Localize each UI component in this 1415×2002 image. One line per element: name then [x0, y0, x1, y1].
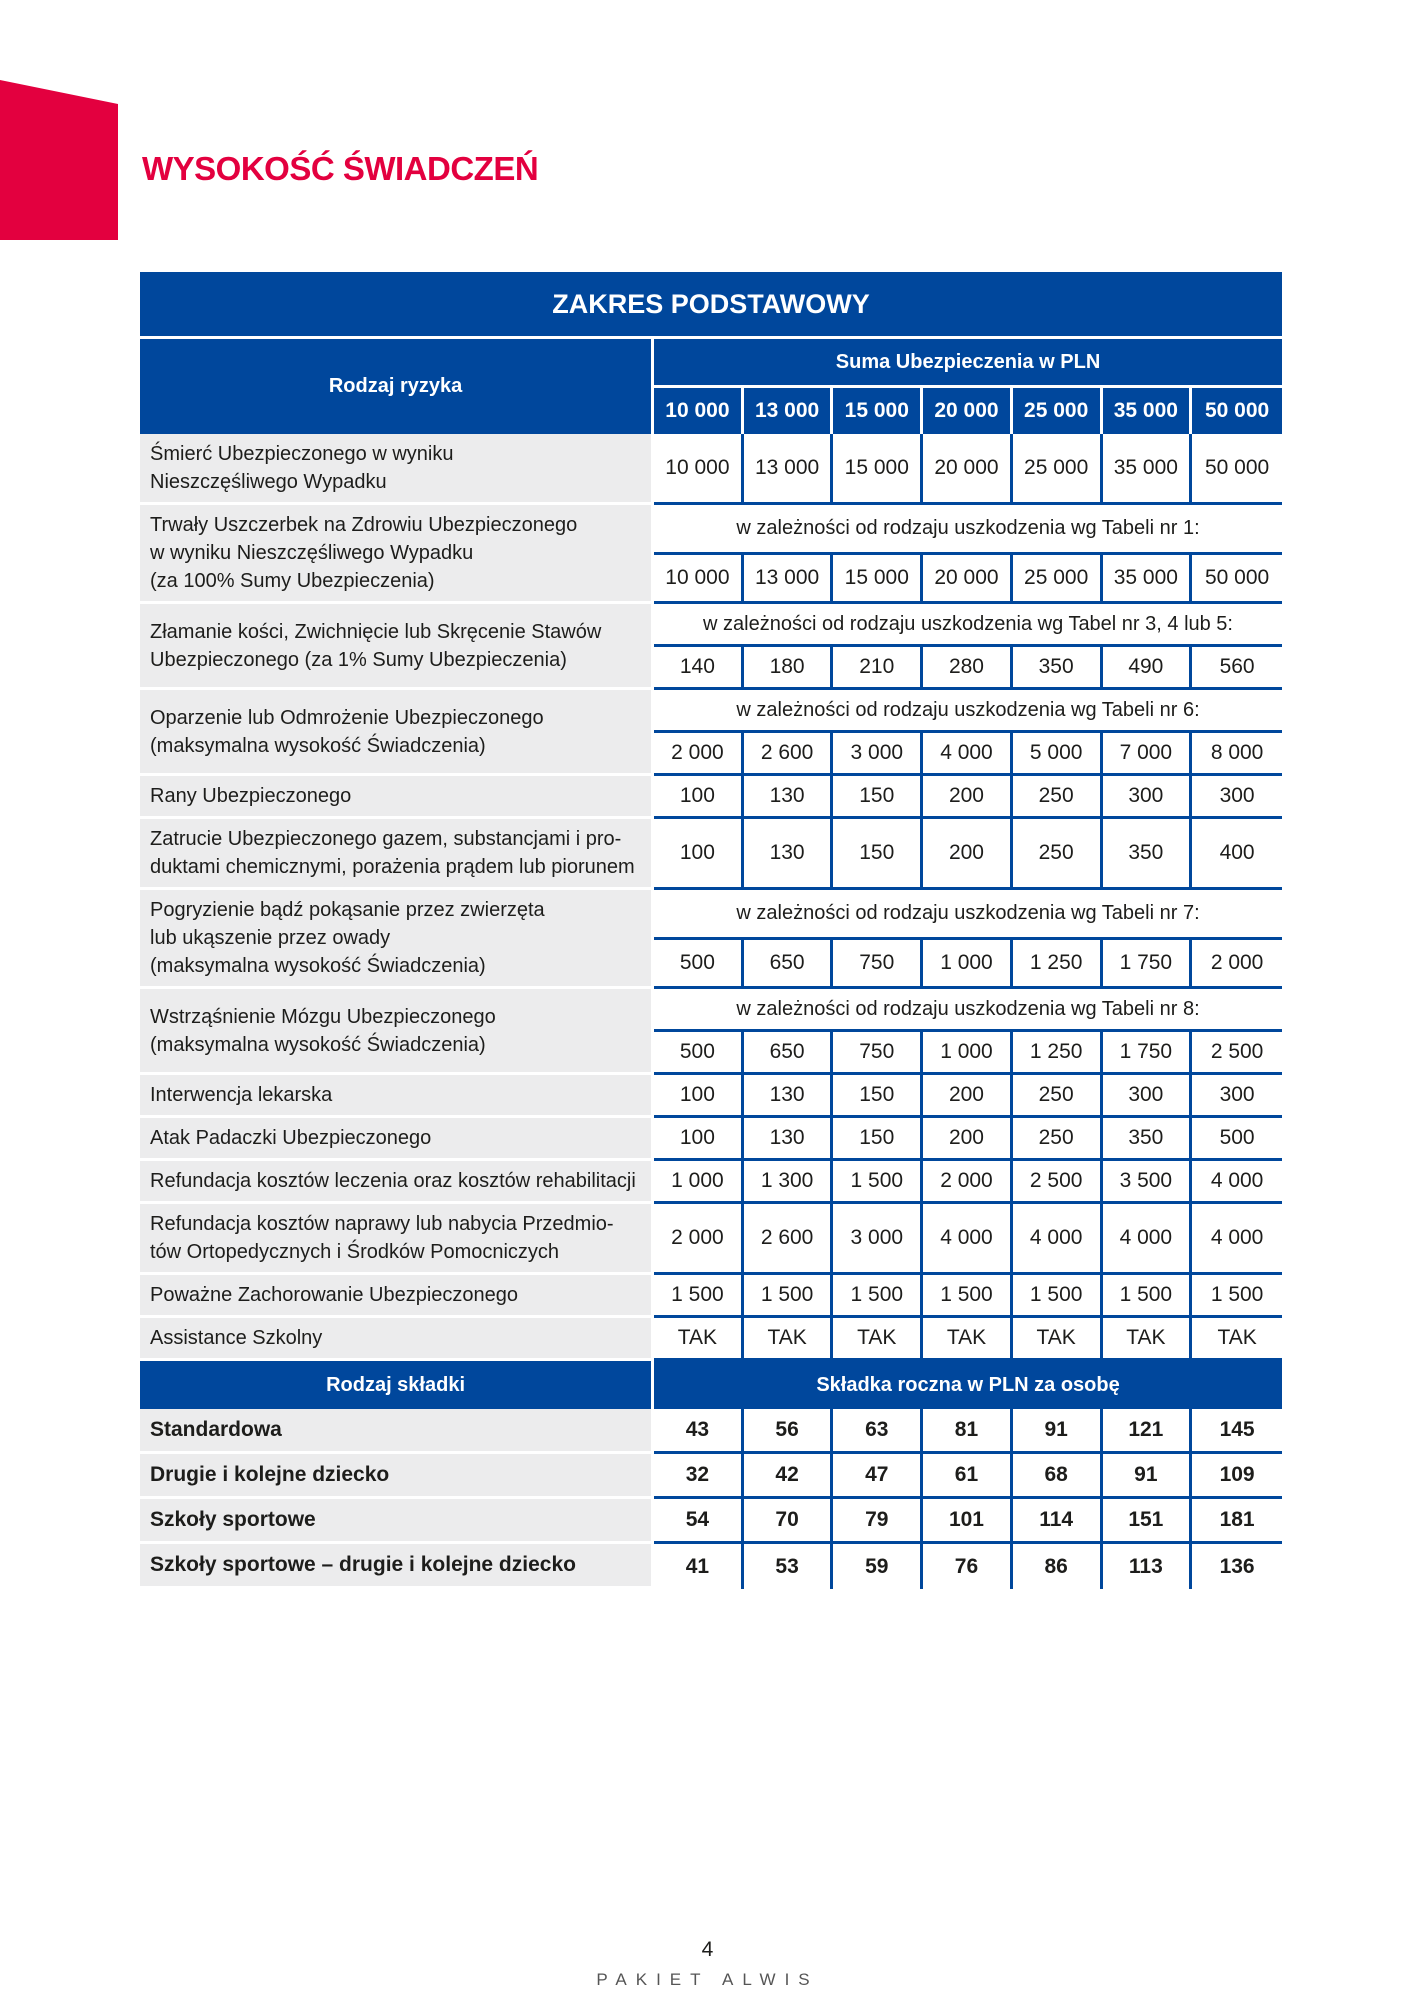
premium-value: 151 [1103, 1499, 1193, 1544]
benefit-value: 35 000 [1103, 434, 1193, 505]
benefit-value: 130 [744, 776, 834, 819]
benefit-value: 35 000 [1103, 555, 1193, 605]
benefit-value: 210 [833, 647, 923, 690]
benefit-value: 300 [1192, 1075, 1282, 1118]
risk-label-line: Złamanie kości, Zwichnięcie lub Skręcenie Stawów [150, 620, 602, 643]
benefit-value: 3 500 [1103, 1161, 1193, 1204]
benefit-value: 25 000 [1013, 555, 1103, 605]
benefit-value: 1 500 [1013, 1275, 1103, 1318]
table-row [140, 1118, 1282, 1161]
benefit-value: 1 500 [923, 1275, 1013, 1318]
risk-label [140, 1161, 654, 1204]
table-row [140, 1075, 1282, 1118]
table-row [140, 989, 1282, 1032]
benefit-value: 1 500 [833, 1275, 923, 1318]
benefit-value: 13 000 [744, 434, 834, 505]
benefit-value: 150 [833, 1118, 923, 1161]
benefit-value: 490 [1103, 647, 1193, 690]
benefit-value: 180 [744, 647, 834, 690]
premium-value: 79 [833, 1499, 923, 1544]
page-number: 4 [701, 1938, 714, 1961]
benefit-value: 4 000 [1192, 1204, 1282, 1275]
benefit-value: TAK [1192, 1318, 1282, 1361]
benefit-value: 100 [654, 1118, 744, 1161]
risk-label-line: Assistance Szkolny [150, 1327, 323, 1349]
risk-label [140, 690, 654, 776]
premium-value: 145 [1192, 1409, 1282, 1454]
risk-label-line: Interwencja lekarska [150, 1084, 333, 1106]
risk-label-line: lub ukąszenie przez owady [150, 927, 391, 949]
premium-value: 76 [923, 1544, 1013, 1589]
risk-label [140, 819, 654, 890]
risk-label-line: Wstrząśnienie Mózgu Ubezpieczonego [150, 1005, 496, 1028]
risk-label [140, 434, 654, 505]
benefit-value: 200 [923, 1118, 1013, 1161]
benefit-value: 4 000 [1192, 1161, 1282, 1204]
risk-label-line: (maksymalna wysokość Świadczenia) [150, 1033, 486, 1056]
benefit-value: 300 [1103, 1075, 1193, 1118]
risk-label-line: Nieszczęśliwego Wypadku [150, 471, 387, 493]
benefit-value: 5 000 [1013, 733, 1103, 776]
benefit-value: TAK [833, 1318, 923, 1361]
premium-value: 70 [744, 1499, 834, 1544]
benefit-value: 300 [1192, 776, 1282, 819]
benefit-value: 200 [923, 776, 1013, 819]
table-row [140, 1161, 1282, 1204]
risk-label [140, 776, 654, 819]
benefit-value: 200 [923, 819, 1013, 890]
premium-label: Drugie i kolejne dziecko [140, 1454, 654, 1499]
risk-label-line: Refundacja kosztów naprawy lub nabycia Przedmio- [150, 1213, 614, 1235]
benefit-value: 2 000 [923, 1161, 1013, 1204]
risk-label-line: (za 100% Sumy Ubezpieczenia) [150, 570, 435, 592]
sum-insured-header: Suma Ubezpieczenia w PLN [654, 339, 1282, 388]
benefit-value: 130 [744, 1075, 834, 1118]
benefit-value: 2 600 [744, 1204, 834, 1275]
benefit-value: 560 [1192, 647, 1282, 690]
benefit-value: 4 000 [1013, 1204, 1103, 1275]
injury-table-note: w zależności od rodzaju uszkodzenia wg Tabel nr 3, 4 lub 5: [654, 604, 1282, 647]
sum-amount-header: 25 000 [1013, 388, 1103, 434]
table-row [140, 604, 1282, 647]
benefit-value: 1 500 [1103, 1275, 1193, 1318]
benefit-value: 400 [1192, 819, 1282, 890]
benefit-value: 350 [1103, 1118, 1193, 1161]
injury-table-note: w zależności od rodzaju uszkodzenia wg Tabeli nr 6: [654, 690, 1282, 733]
benefit-value: 750 [833, 940, 923, 990]
risk-label-line: Trwały Uszczerbek na Zdrowiu Ubezpieczonego [150, 514, 578, 536]
premium-value: 91 [1013, 1409, 1103, 1454]
premium-value: 81 [923, 1409, 1013, 1454]
benefit-value: 50 000 [1192, 434, 1282, 505]
risk-label [140, 505, 654, 604]
benefit-value: 2 000 [654, 733, 744, 776]
premium-value: 61 [923, 1454, 1013, 1499]
benefit-value: 2 600 [744, 733, 834, 776]
benefit-value: 10 000 [654, 434, 744, 505]
risk-label [140, 1204, 654, 1275]
benefit-value: 1 500 [1192, 1275, 1282, 1318]
injury-table-note: w zależności od rodzaju uszkodzenia wg Tabeli nr 7: [654, 890, 1282, 940]
sum-amount-header: 35 000 [1103, 388, 1193, 434]
benefit-value: 10 000 [654, 555, 744, 605]
benefit-value: 300 [1103, 776, 1193, 819]
benefit-value: 1 000 [923, 1032, 1013, 1075]
premium-label: Szkoły sportowe – drugie i kolejne dziecko [140, 1544, 654, 1589]
risk-label-line: Zatrucie Ubezpieczonego gazem, substancjami i pro- [150, 828, 622, 850]
table-row [140, 1204, 1282, 1275]
benefit-value: 500 [1192, 1118, 1282, 1161]
risk-label-line: Poważne Zachorowanie Ubezpieczonego [150, 1284, 519, 1306]
red-corner-tab [0, 80, 118, 240]
sum-amount-header: 50 000 [1192, 388, 1282, 434]
benefit-value: 3 000 [833, 1204, 923, 1275]
risk-label-line: duktami chemicznymi, porażenia prądem lub piorunem [150, 856, 635, 878]
benefit-value: 1 300 [744, 1161, 834, 1204]
benefit-value: 280 [923, 647, 1013, 690]
premium-value: 32 [654, 1454, 744, 1499]
premium-value: 59 [833, 1544, 923, 1589]
benefit-value: 150 [833, 776, 923, 819]
benefit-value: 200 [923, 1075, 1013, 1118]
benefit-value: 150 [833, 1075, 923, 1118]
annual-premium-header: Składka roczna w PLN za osobę [654, 1361, 1282, 1409]
risk-label-line: Śmierć Ubezpieczonego w wyniku [150, 443, 454, 465]
benefit-value: 250 [1013, 776, 1103, 819]
benefit-value: 250 [1013, 819, 1103, 890]
risk-label-line: w wyniku Nieszczęśliwego Wypadku [150, 542, 474, 564]
premium-row [140, 1409, 1282, 1454]
risk-label-line: (maksymalna wysokość Świadczenia) [150, 734, 486, 757]
premium-type-header: Rodzaj składki [140, 1361, 654, 1409]
benefit-value: TAK [923, 1318, 1013, 1361]
benefit-value: 1 250 [1013, 1032, 1103, 1075]
benefit-value: 350 [1013, 647, 1103, 690]
risk-label-line: Oparzenie lub Odmrożenie Ubezpieczonego [150, 706, 544, 729]
benefit-value: 150 [833, 819, 923, 890]
premium-value: 47 [833, 1454, 923, 1499]
table-row [140, 690, 1282, 733]
benefit-value: 1 500 [654, 1275, 744, 1318]
premium-row [140, 1499, 1282, 1544]
premium-value: 109 [1192, 1454, 1282, 1499]
benefit-value: 4 000 [923, 1204, 1013, 1275]
premium-value: 86 [1013, 1544, 1103, 1589]
sum-amount-header: 15 000 [833, 388, 923, 434]
table-row [140, 890, 1282, 940]
risk-label [140, 989, 654, 1075]
premium-value: 41 [654, 1544, 744, 1589]
benefit-value: TAK [744, 1318, 834, 1361]
injury-table-note: w zależności od rodzaju uszkodzenia wg Tabeli nr 8: [654, 989, 1282, 1032]
premium-row [140, 1544, 1282, 1589]
risk-label-line: Ubezpieczonego (za 1% Sumy Ubezpieczenia) [150, 648, 567, 671]
benefit-value: 50 000 [1192, 555, 1282, 605]
page-title: WYSOKOŚĆ ŚWIADCZEŃ [142, 150, 539, 187]
benefit-value: 15 000 [833, 555, 923, 605]
benefit-value: 750 [833, 1032, 923, 1075]
benefit-value: 1 000 [654, 1161, 744, 1204]
risk-label-line: tów Ortopedycznych i Środków Pomocniczych [150, 1241, 560, 1263]
premium-value: 63 [833, 1409, 923, 1454]
risk-label-line: Refundacja kosztów leczenia oraz kosztów rehabilitacji [150, 1170, 636, 1192]
risk-label [140, 604, 654, 690]
table-banner: ZAKRES PODSTAWOWY [140, 272, 1282, 339]
risk-label-line: Pogryzienie bądź pokąsanie przez zwierzęta [150, 899, 545, 921]
table-row [140, 434, 1282, 505]
benefits-table [140, 272, 1282, 1589]
benefit-value: 13 000 [744, 555, 834, 605]
benefit-value: 1 500 [833, 1161, 923, 1204]
premium-label: Standardowa [140, 1409, 654, 1454]
footer-brand: PAKIET ALWIS [596, 1970, 819, 1989]
benefit-value: 100 [654, 776, 744, 819]
benefit-value: 4 000 [923, 733, 1013, 776]
benefit-value: TAK [1103, 1318, 1193, 1361]
benefit-value: 25 000 [1013, 434, 1103, 505]
risk-label [140, 1275, 654, 1318]
benefit-value: 250 [1013, 1118, 1103, 1161]
risk-label [140, 1075, 654, 1118]
risk-label-line: (maksymalna wysokość Świadczenia) [150, 955, 486, 977]
benefit-value: 500 [654, 1032, 744, 1075]
benefit-value: 8 000 [1192, 733, 1282, 776]
benefit-value: 100 [654, 819, 744, 890]
premium-value: 136 [1192, 1544, 1282, 1589]
benefit-value: 20 000 [923, 555, 1013, 605]
benefit-value: 2 500 [1013, 1161, 1103, 1204]
benefit-value: 20 000 [923, 434, 1013, 505]
risk-label-line: Rany Ubezpieczonego [150, 785, 352, 807]
premium-value: 181 [1192, 1499, 1282, 1544]
benefit-value: 500 [654, 940, 744, 990]
risk-type-header: Rodzaj ryzyka [140, 339, 654, 434]
benefit-value: 350 [1103, 819, 1193, 890]
benefit-value: 1 250 [1013, 940, 1103, 990]
premium-value: 91 [1103, 1454, 1193, 1499]
benefit-value: 7 000 [1103, 733, 1193, 776]
premium-value: 53 [744, 1544, 834, 1589]
premium-value: 56 [744, 1409, 834, 1454]
premium-value: 101 [923, 1499, 1013, 1544]
risk-label-line: Atak Padaczki Ubezpieczonego [150, 1127, 432, 1149]
premium-value: 54 [654, 1499, 744, 1544]
premium-value: 68 [1013, 1454, 1103, 1499]
benefit-value: 1 750 [1103, 1032, 1193, 1075]
risk-label [140, 1118, 654, 1161]
premium-row [140, 1454, 1282, 1499]
benefit-value: 650 [744, 1032, 834, 1075]
premium-label: Szkoły sportowe [140, 1499, 654, 1544]
table-row [140, 505, 1282, 555]
benefit-value: 15 000 [833, 434, 923, 505]
benefit-value: TAK [1013, 1318, 1103, 1361]
table-row [140, 1318, 1282, 1361]
benefit-value: TAK [654, 1318, 744, 1361]
benefit-value: 250 [1013, 1075, 1103, 1118]
benefit-value: 130 [744, 819, 834, 890]
benefit-value: 3 000 [833, 733, 923, 776]
sum-amount-header: 13 000 [744, 388, 834, 434]
benefit-value: 2 500 [1192, 1032, 1282, 1075]
benefit-value: 1 000 [923, 940, 1013, 990]
risk-label [140, 890, 654, 989]
benefit-value: 1 500 [744, 1275, 834, 1318]
benefit-value: 4 000 [1103, 1204, 1193, 1275]
benefit-value: 140 [654, 647, 744, 690]
benefit-value: 130 [744, 1118, 834, 1161]
premium-value: 121 [1103, 1409, 1193, 1454]
benefit-value: 1 750 [1103, 940, 1193, 990]
benefit-value: 2 000 [1192, 940, 1282, 990]
table-row [140, 1275, 1282, 1318]
table-row [140, 819, 1282, 890]
table-row [140, 776, 1282, 819]
premium-value: 113 [1103, 1544, 1193, 1589]
premium-value: 42 [744, 1454, 834, 1499]
benefit-value: 100 [654, 1075, 744, 1118]
premium-value: 43 [654, 1409, 744, 1454]
sum-amount-header: 10 000 [654, 388, 744, 434]
benefit-value: 2 000 [654, 1204, 744, 1275]
injury-table-note: w zależności od rodzaju uszkodzenia wg Tabeli nr 1: [654, 505, 1282, 555]
sum-amount-header: 20 000 [923, 388, 1013, 434]
risk-label [140, 1318, 654, 1361]
premium-value: 114 [1013, 1499, 1103, 1544]
benefit-value: 650 [744, 940, 834, 990]
